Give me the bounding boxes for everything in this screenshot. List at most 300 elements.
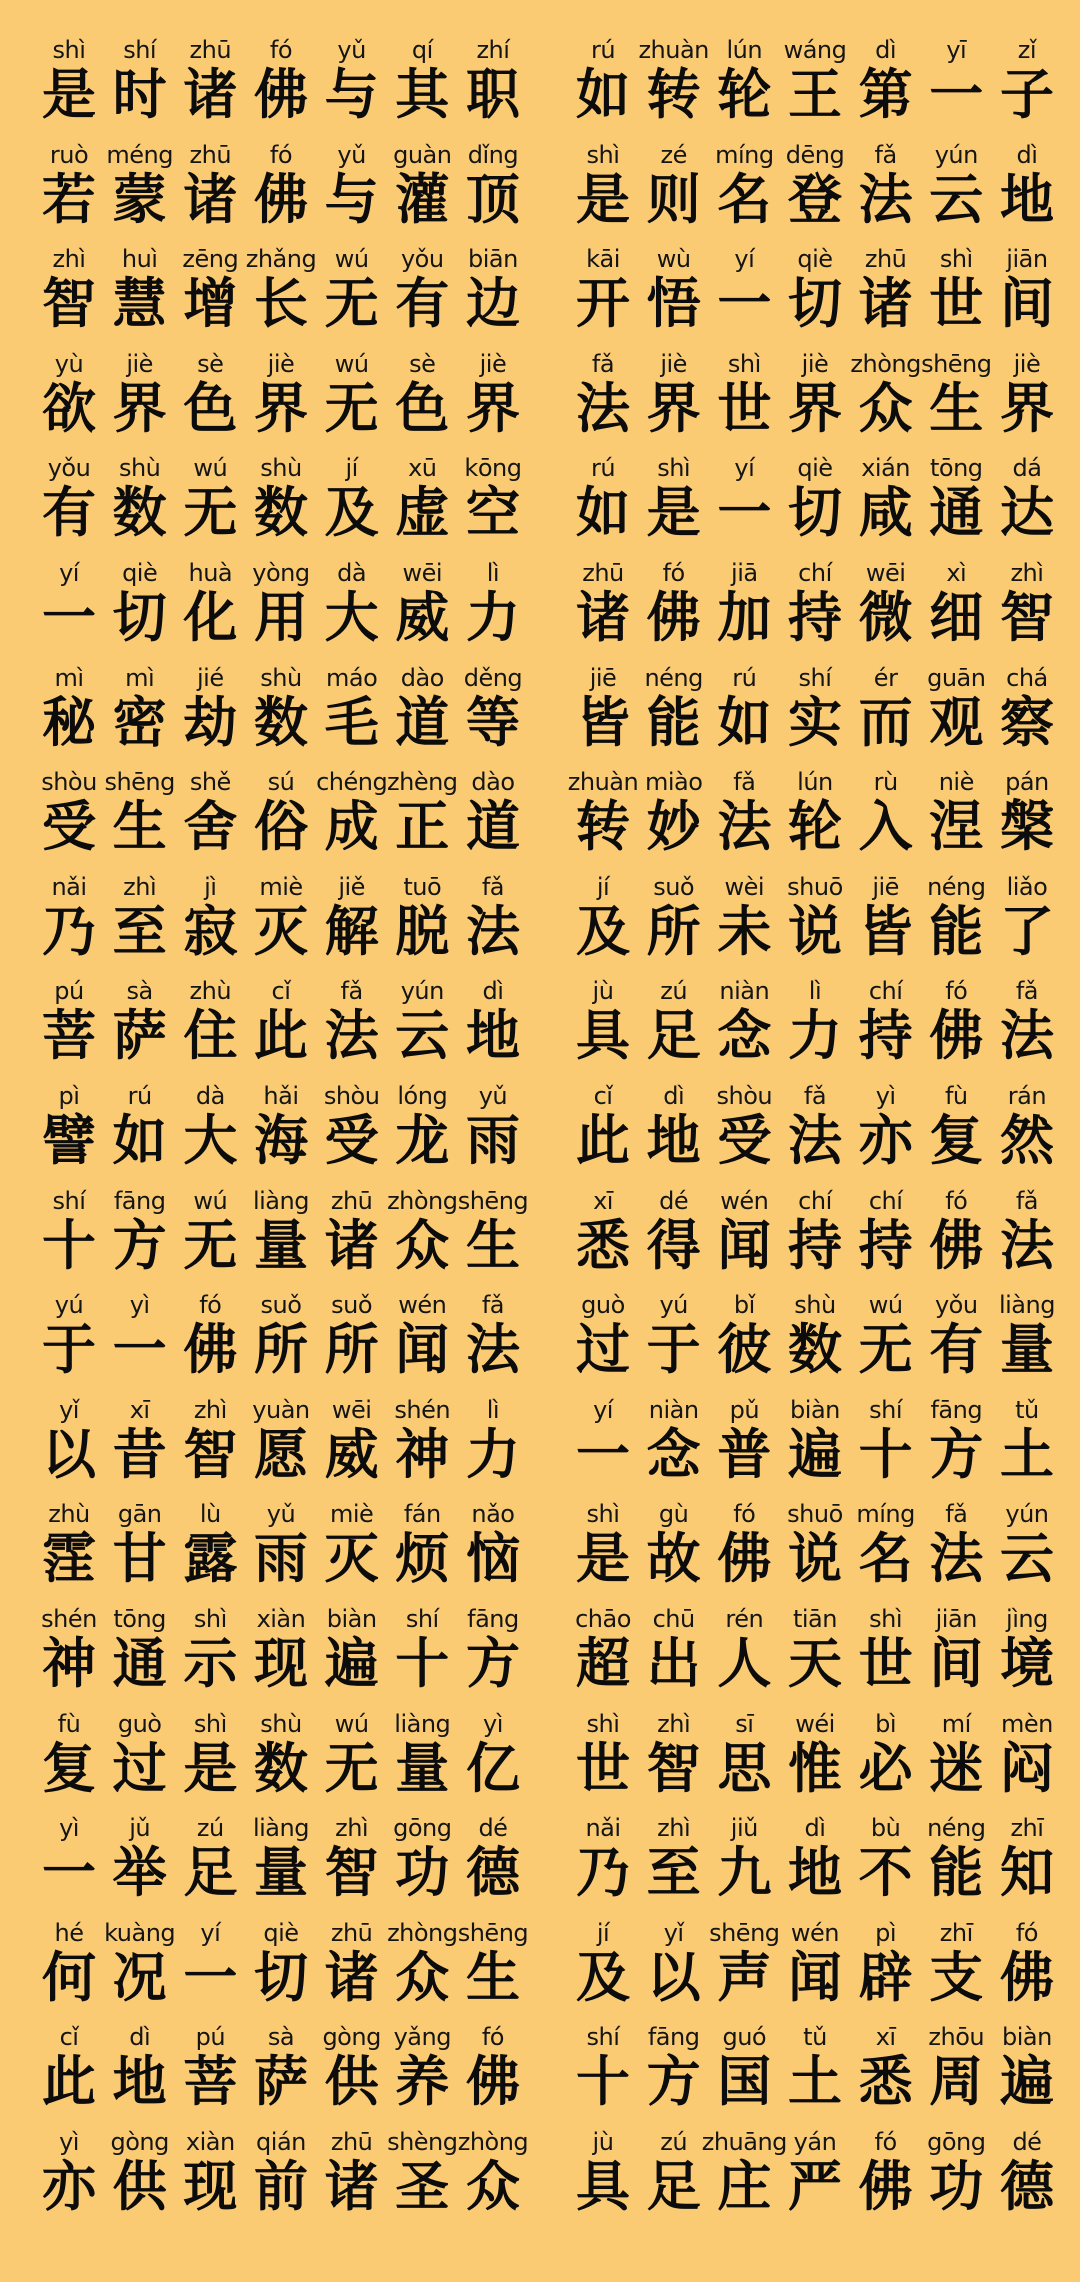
character-cell	[713, 245, 775, 350]
hanzi: 生	[929, 376, 984, 440]
hanzi: 佛	[465, 2050, 520, 2114]
verse-left	[38, 1186, 529, 1292]
verse-row	[38, 768, 1058, 873]
pinyin: shì	[727, 349, 761, 378]
character-cell	[572, 664, 634, 769]
hanzi: 现	[253, 1631, 308, 1695]
verse-right	[572, 454, 1058, 559]
hanzi: 复	[42, 1736, 96, 1800]
pinyin: nǎi	[585, 1814, 621, 1843]
character-cell	[996, 350, 1058, 455]
pinyin: fǎ	[874, 140, 897, 169]
character-cell	[250, 768, 312, 873]
character-cell	[38, 977, 100, 1082]
character-cell	[855, 1919, 917, 2024]
pinyin: jiē	[589, 663, 617, 692]
pinyin: gòng	[322, 2023, 381, 2052]
character-cell	[925, 1919, 987, 2024]
verse-right	[572, 873, 1058, 978]
hanzi: 必	[858, 1736, 913, 1800]
pinyin: shòu	[41, 768, 97, 797]
character-cell	[925, 1814, 987, 1919]
hanzi: 前	[253, 2154, 308, 2218]
hanzi: 严	[787, 2154, 842, 2218]
character-cell	[321, 873, 383, 978]
character-cell	[38, 664, 100, 769]
hanzi: 如	[717, 690, 772, 754]
hanzi: 雨	[253, 1527, 308, 1591]
pinyin: mèn	[1001, 1709, 1053, 1738]
pinyin: fó	[269, 36, 293, 64]
pinyin: shēng	[921, 349, 992, 378]
character-cell	[925, 2023, 987, 2128]
hanzi: 则	[646, 167, 701, 231]
character-cell	[109, 1500, 171, 1605]
hanzi: 开	[576, 272, 630, 336]
hanzi: 至	[112, 899, 167, 963]
pinyin: sà	[126, 977, 153, 1006]
pinyin: wén	[398, 1291, 447, 1320]
hanzi: 彼	[717, 1318, 772, 1382]
hanzi: 切	[787, 272, 842, 336]
character-cell	[713, 1814, 775, 1919]
pinyin: shì	[586, 140, 620, 169]
pinyin: jiè	[479, 349, 507, 378]
character-cell	[462, 1291, 524, 1396]
character-cell	[855, 36, 917, 141]
pinyin: zhì	[657, 1709, 691, 1738]
character-cell	[713, 2023, 775, 2128]
pinyin: jù	[592, 977, 614, 1006]
pinyin: biàn	[1002, 2023, 1052, 2052]
character-cell	[391, 350, 453, 455]
hanzi: 空	[465, 481, 520, 545]
pinyin: yì	[483, 1709, 503, 1738]
pinyin: biàn	[326, 1604, 377, 1633]
pinyin: rú	[590, 36, 616, 64]
hanzi: 王	[787, 63, 842, 126]
character-cell	[996, 1187, 1058, 1292]
pinyin: yǔ	[266, 1500, 296, 1529]
pinyin: zhū	[189, 140, 232, 169]
hanzi: 用	[253, 585, 308, 649]
hanzi: 人	[717, 1631, 772, 1695]
character-cell	[391, 559, 453, 664]
character-cell	[109, 873, 171, 978]
pinyin: rú	[127, 1081, 152, 1110]
character-cell	[855, 977, 917, 1082]
pinyin: chí	[798, 1186, 832, 1215]
pinyin: wú	[868, 1291, 903, 1320]
verse-row	[38, 245, 1058, 350]
character-cell	[855, 664, 917, 769]
character-cell	[855, 141, 917, 246]
character-cell	[996, 36, 1058, 141]
hanzi: 诸	[324, 1945, 379, 2009]
hanzi: 了	[999, 899, 1054, 963]
pinyin: dēng	[785, 140, 845, 169]
hanzi: 间	[999, 272, 1054, 336]
hanzi: 切	[787, 481, 842, 545]
pinyin: zhū	[864, 245, 907, 274]
hanzi: 生	[465, 1945, 520, 2009]
hanzi: 悉	[858, 2050, 913, 2114]
pinyin: fó	[199, 1291, 222, 1320]
character-cell	[462, 1605, 524, 1710]
verse-row	[38, 873, 1058, 978]
character-cell	[855, 1082, 917, 1187]
hanzi: 诸	[324, 2154, 379, 2218]
hanzi: 无	[183, 1213, 238, 1277]
pinyin: niàn	[648, 1395, 699, 1424]
character-cell	[250, 1500, 312, 1605]
pinyin: dé	[478, 1814, 508, 1843]
character-cell	[855, 1500, 917, 1605]
hanzi: 威	[324, 1422, 379, 1486]
hanzi: 虚	[395, 481, 450, 545]
hanzi: 佛	[999, 1945, 1054, 2009]
verse-row	[38, 559, 1058, 664]
pinyin: shù	[260, 454, 302, 483]
hanzi: 加	[717, 585, 772, 649]
character-cell	[709, 1918, 780, 2024]
hanzi: 云	[929, 167, 984, 231]
hanzi: 十	[858, 1422, 913, 1486]
pinyin: yú	[54, 1291, 84, 1320]
hanzi: 无	[324, 272, 379, 336]
character-cell	[784, 350, 846, 455]
verse-left	[38, 1396, 524, 1501]
pinyin: zhòng	[850, 349, 921, 378]
character-cell	[38, 2128, 100, 2233]
character-cell	[855, 1291, 917, 1396]
pinyin: qiè	[263, 1918, 299, 1947]
hanzi: 地	[465, 1004, 520, 1068]
character-cell	[38, 245, 100, 350]
pinyin: guàn	[393, 140, 452, 169]
hanzi: 能	[929, 1841, 984, 1905]
verse-right	[572, 664, 1058, 769]
character-cell	[109, 2128, 171, 2233]
hanzi: 闷	[999, 1736, 1054, 1800]
pinyin: zhòng	[387, 1918, 458, 1947]
hanzi: 德	[999, 2154, 1054, 2218]
hanzi: 长	[253, 272, 308, 336]
hanzi: 念	[717, 1004, 772, 1068]
hanzi: 生	[465, 1213, 520, 1277]
hanzi: 愿	[253, 1422, 308, 1486]
character-cell	[855, 1605, 917, 1710]
character-cell	[925, 873, 987, 978]
character-cell	[643, 1919, 705, 2024]
hanzi: 一	[717, 481, 772, 545]
character-cell	[38, 1500, 100, 1605]
verse-left	[38, 664, 524, 769]
pinyin: gōng	[927, 2127, 986, 2156]
character-cell	[713, 454, 775, 559]
pinyin: yí	[593, 1395, 613, 1424]
character-cell	[713, 1187, 775, 1292]
character-cell	[643, 664, 705, 769]
hanzi: 无	[183, 481, 238, 545]
hanzi: 智	[999, 585, 1054, 649]
hanzi: 以	[646, 1945, 701, 2009]
pinyin: chāo	[575, 1604, 631, 1633]
pinyin: rù	[873, 768, 898, 797]
pinyin: liàng	[252, 1186, 309, 1215]
character-cell	[855, 1814, 917, 1919]
character-cell	[996, 1396, 1058, 1501]
pinyin: cǐ	[59, 2023, 79, 2052]
character-cell	[38, 350, 100, 455]
character-cell	[925, 977, 987, 1082]
character-cell	[250, 1814, 312, 1919]
hanzi: 菩	[183, 2050, 238, 2114]
verse-left	[38, 559, 524, 664]
hanzi: 亦	[858, 1108, 913, 1172]
hanzi: 遍	[324, 1631, 379, 1695]
pinyin: jí	[596, 1918, 610, 1947]
pinyin: jiǔ	[730, 1814, 758, 1843]
hanzi: 足	[646, 2154, 701, 2218]
verse-row	[38, 2023, 1058, 2128]
character-cell	[387, 1918, 458, 2024]
hanzi: 十	[576, 2050, 630, 2114]
character-cell	[713, 977, 775, 1082]
character-cell	[462, 559, 524, 664]
character-cell	[391, 1082, 453, 1187]
verse-right	[572, 1082, 1058, 1187]
hanzi: 得	[646, 1213, 701, 1277]
character-cell	[250, 559, 312, 664]
hanzi: 及	[576, 899, 630, 963]
character-cell	[996, 1291, 1058, 1396]
hanzi: 未	[717, 899, 772, 963]
character-cell	[179, 873, 241, 978]
pinyin: zhì	[52, 245, 86, 274]
character-cell	[250, 454, 312, 559]
character-cell	[321, 245, 383, 350]
character-cell	[38, 1187, 100, 1292]
pinyin: zhí	[476, 36, 510, 64]
pinyin: wú	[193, 454, 228, 483]
character-cell	[250, 2128, 312, 2233]
pinyin: kuàng	[104, 1918, 176, 1947]
character-cell	[572, 36, 634, 141]
verse-left	[38, 36, 524, 141]
verse-right	[567, 768, 1058, 873]
verse-row	[38, 454, 1058, 559]
hanzi: 恼	[465, 1527, 520, 1591]
pinyin: jí	[596, 872, 610, 901]
verse-right	[572, 1710, 1058, 1815]
pinyin: lì	[486, 1395, 500, 1424]
character-cell	[784, 1187, 846, 1292]
hanzi: 世	[576, 1736, 630, 1800]
character-cell	[462, 36, 524, 141]
verse-row	[38, 1814, 1058, 1919]
character-cell	[925, 454, 987, 559]
character-cell	[109, 1814, 171, 1919]
character-cell	[643, 559, 705, 664]
character-cell	[38, 1814, 100, 1919]
pinyin: suǒ	[653, 872, 695, 901]
character-cell	[179, 768, 241, 873]
hanzi: 轮	[787, 795, 842, 859]
character-cell	[321, 1605, 383, 1710]
character-cell	[925, 559, 987, 664]
hanzi: 威	[395, 585, 450, 649]
hanzi: 法	[465, 899, 520, 963]
hanzi: 咸	[858, 481, 913, 545]
hanzi: 龙	[395, 1108, 450, 1172]
hanzi: 住	[183, 1004, 238, 1068]
character-cell	[391, 36, 453, 141]
character-cell	[996, 454, 1058, 559]
character-cell	[179, 1396, 241, 1501]
hanzi: 是	[42, 63, 96, 126]
hanzi: 如	[576, 481, 630, 545]
hanzi: 力	[787, 1004, 842, 1068]
hanzi: 道	[465, 795, 520, 859]
pinyin: jǔ	[129, 1814, 151, 1843]
character-cell	[179, 245, 241, 350]
pinyin: shén	[394, 1395, 451, 1424]
character-cell	[996, 664, 1058, 769]
pinyin: pán	[1005, 768, 1049, 797]
character-cell	[109, 36, 171, 141]
hanzi: 辟	[858, 1945, 913, 2009]
character-cell	[643, 350, 705, 455]
hanzi: 界	[646, 376, 701, 440]
character-cell	[109, 245, 171, 350]
character-cell	[250, 2023, 312, 2128]
pinyin: jìng	[1006, 1604, 1048, 1633]
pinyin: shí	[123, 36, 157, 64]
hanzi: 若	[42, 167, 96, 231]
character-cell	[387, 1186, 458, 1292]
pinyin: gòng	[110, 2127, 169, 2156]
hanzi: 受	[717, 1108, 772, 1172]
hanzi: 量	[253, 1841, 308, 1905]
pinyin: xū	[408, 454, 437, 483]
hanzi: 实	[787, 690, 842, 754]
verse-row	[38, 350, 1058, 455]
hanzi: 其	[395, 63, 450, 126]
pinyin: jiè	[126, 349, 153, 378]
character-cell	[38, 1291, 100, 1396]
pinyin: míng	[856, 1500, 915, 1529]
pinyin: guò	[581, 1291, 625, 1320]
hanzi: 闻	[787, 1945, 842, 2009]
hanzi: 灭	[253, 899, 308, 963]
character-cell	[643, 1291, 705, 1396]
character-cell	[996, 1710, 1058, 1815]
character-cell	[713, 36, 775, 141]
hanzi: 众	[858, 376, 913, 440]
verse-left	[38, 350, 524, 455]
pinyin: lún	[726, 36, 763, 64]
hanzi: 边	[465, 272, 520, 336]
pinyin: fǎ	[945, 1500, 968, 1529]
character-cell	[567, 768, 639, 873]
pinyin: shèng	[387, 2127, 458, 2156]
pinyin: dì	[875, 36, 897, 64]
pinyin: xiàn	[256, 1604, 306, 1633]
pinyin: fó	[874, 2127, 897, 2156]
hanzi: 微	[858, 585, 913, 649]
character-cell	[179, 2023, 241, 2128]
verse-left	[38, 1710, 524, 1815]
hanzi: 至	[646, 1841, 701, 1905]
pinyin: qiè	[797, 245, 833, 274]
character-cell	[321, 1814, 383, 1919]
verse-right	[572, 559, 1058, 664]
hanzi: 佛	[929, 1004, 984, 1068]
pinyin: yú	[659, 1291, 688, 1320]
character-cell	[321, 141, 383, 246]
character-cell	[250, 1710, 312, 1815]
hanzi: 然	[999, 1108, 1054, 1172]
character-cell	[179, 1710, 241, 1815]
pinyin: wèi	[724, 872, 765, 901]
pinyin: shí	[52, 1186, 86, 1215]
hanzi: 过	[112, 1736, 167, 1800]
pinyin: néng	[644, 663, 703, 692]
character-cell	[643, 1710, 705, 1815]
character-cell	[250, 1396, 312, 1501]
pinyin: fǎ	[481, 872, 505, 901]
hanzi: 众	[395, 1945, 450, 2009]
pinyin: yǐ	[59, 1395, 79, 1424]
hanzi: 有	[42, 481, 96, 545]
hanzi: 佛	[183, 1318, 238, 1382]
hanzi: 持	[787, 1213, 842, 1277]
character-cell	[179, 664, 241, 769]
pinyin: guò	[117, 1709, 162, 1738]
pinyin: nǎi	[51, 872, 87, 901]
hanzi: 庄	[717, 2154, 772, 2218]
character-cell	[321, 2023, 383, 2128]
hanzi: 雨	[465, 1108, 520, 1172]
character-cell	[391, 1814, 453, 1919]
verse-left	[38, 977, 524, 1082]
pinyin: jiē	[872, 872, 899, 901]
pinyin: yǎng	[393, 2023, 451, 2052]
pinyin: kōng	[464, 454, 522, 483]
hanzi: 功	[395, 1841, 450, 1905]
character-cell	[391, 664, 453, 769]
hanzi: 及	[324, 481, 379, 545]
character-cell	[572, 350, 634, 455]
pinyin: sè	[197, 349, 224, 378]
hanzi: 普	[717, 1422, 772, 1486]
pinyin: fāng	[930, 1395, 983, 1424]
pinyin: jiè	[267, 349, 295, 378]
verse-left	[38, 1605, 524, 1710]
hanzi: 闻	[717, 1213, 772, 1277]
character-cell	[572, 1396, 634, 1501]
character-cell	[925, 768, 987, 873]
pinyin: huà	[188, 558, 233, 587]
character-cell	[784, 1500, 846, 1605]
character-cell	[572, 245, 634, 350]
pinyin: dǐng	[467, 140, 519, 169]
pinyin: zhòng	[387, 1186, 458, 1215]
pinyin: yǒu	[934, 1291, 978, 1320]
character-cell	[321, 36, 383, 141]
verse-left	[38, 873, 524, 978]
